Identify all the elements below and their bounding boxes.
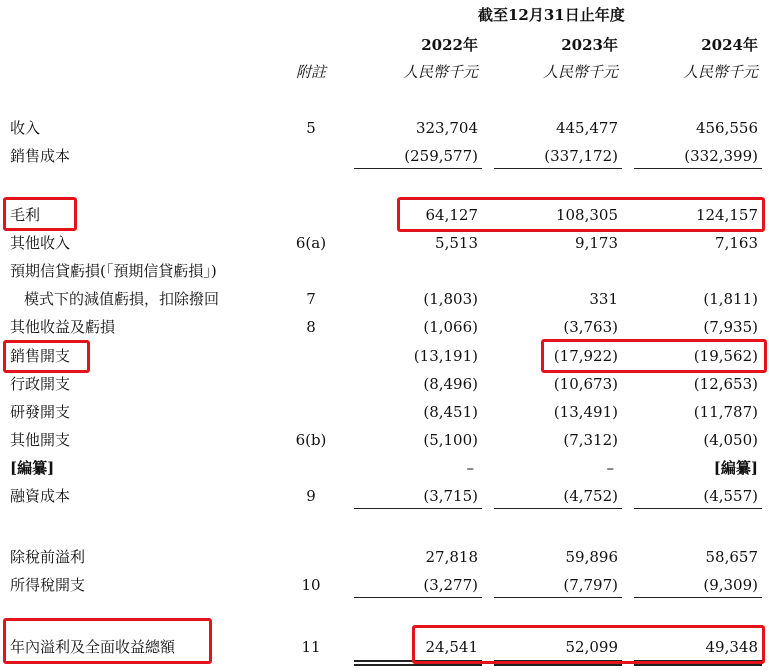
value-2023: (7,312) xyxy=(563,431,618,449)
note-column-header: 附註 xyxy=(295,63,326,81)
highlight-box-selling-label xyxy=(3,340,90,373)
row-label: 銷售開支 xyxy=(10,347,71,365)
value-2023: – xyxy=(606,459,614,477)
row-note: 5 xyxy=(306,119,316,137)
value-2024: (19,562) xyxy=(693,347,758,365)
value-2023: 59,896 xyxy=(565,548,618,566)
value-2023: 445,477 xyxy=(555,119,618,137)
value-2024: 124,157 xyxy=(695,206,758,224)
value-2022: (8,451) xyxy=(423,403,478,421)
value-2023: 108,305 xyxy=(555,206,618,224)
row-label: [編纂] xyxy=(10,459,55,477)
value-2023: (17,922) xyxy=(553,347,618,365)
value-2022: 24,541 xyxy=(425,638,478,656)
highlight-box-selling-values xyxy=(541,339,767,373)
value-2023: (10,673) xyxy=(553,375,618,393)
row-label: 其他收入 xyxy=(10,234,71,252)
value-2022: (8,496) xyxy=(423,375,478,393)
unit-2024-header: 人民幣千元 xyxy=(682,63,758,81)
row-label: 年內溢利及全面收益總額 xyxy=(10,638,176,656)
value-2024: [編纂] xyxy=(713,459,758,477)
subtotal-rule xyxy=(494,168,622,169)
value-2023: (7,797) xyxy=(563,576,618,594)
row-note: 10 xyxy=(301,576,321,594)
subtotal-rule xyxy=(634,168,762,169)
row-label: 所得稅開支 xyxy=(10,576,86,594)
value-2024: (1,811) xyxy=(703,290,758,308)
row-note: 6(a) xyxy=(295,234,327,252)
value-2024: (4,050) xyxy=(703,431,758,449)
value-2022: (3,715) xyxy=(423,487,478,505)
value-2022: (3,277) xyxy=(423,576,478,594)
value-2023: (3,763) xyxy=(563,318,618,336)
value-2023: (4,752) xyxy=(563,487,618,505)
value-2024: (332,399) xyxy=(684,147,758,165)
row-note: 9 xyxy=(306,487,316,505)
subtotal-rule xyxy=(354,508,482,509)
double-rule xyxy=(494,664,622,666)
highlight-box-total-label xyxy=(3,618,212,664)
row-note: 7 xyxy=(306,290,316,308)
period-header: 截至12月31日止年度 xyxy=(478,6,625,24)
value-2024: (7,935) xyxy=(703,318,758,336)
double-rule xyxy=(354,664,482,666)
subtotal-rule xyxy=(634,508,762,509)
row-note: 6(b) xyxy=(295,431,327,449)
value-2022: (259,577) xyxy=(404,147,478,165)
value-2022: 64,127 xyxy=(425,206,478,224)
value-2023: 331 xyxy=(589,290,618,308)
row-label: 融資成本 xyxy=(10,487,71,505)
row-label: 行政開支 xyxy=(10,375,71,393)
value-2022: – xyxy=(466,459,474,477)
value-2024: (4,557) xyxy=(703,487,758,505)
row-label: 研發開支 xyxy=(10,403,71,421)
row-note: 11 xyxy=(301,638,321,656)
value-2024: 7,163 xyxy=(715,234,758,252)
highlight-box-total-values xyxy=(412,625,765,664)
value-2022: (1,803) xyxy=(423,290,478,308)
year-2023-header: 2023年 xyxy=(561,36,618,54)
highlight-box-gross-profit-values xyxy=(397,197,765,232)
highlight-box-gross-profit-label xyxy=(3,197,77,231)
unit-2023-header: 人民幣千元 xyxy=(542,63,618,81)
row-label: 其他開支 xyxy=(10,431,71,449)
row-note: 8 xyxy=(306,318,316,336)
unit-2022-header: 人民幣千元 xyxy=(402,63,478,81)
row-label: 其他收益及虧損 xyxy=(10,318,116,336)
row-label: 預期信貸虧損(「預期信貸虧損」) xyxy=(10,262,217,280)
subtotal-rule xyxy=(354,168,482,169)
value-2024: (12,653) xyxy=(693,375,758,393)
year-2022-header: 2022年 xyxy=(421,36,478,54)
row-label: 銷售成本 xyxy=(10,147,71,165)
value-2023: (337,172) xyxy=(544,147,618,165)
year-2024-header: 2024年 xyxy=(701,36,758,54)
subtotal-rule xyxy=(354,597,482,598)
double-rule xyxy=(634,664,762,666)
subtotal-rule xyxy=(634,597,762,598)
value-2022: 5,513 xyxy=(435,234,478,252)
value-2022: 323,704 xyxy=(415,119,478,137)
row-label-continued: 模式下的減值虧損，扣除撥回 xyxy=(24,290,220,308)
value-2023: 9,173 xyxy=(575,234,618,252)
row-label: 除稅前溢利 xyxy=(10,548,86,566)
row-label: 毛利 xyxy=(10,206,41,224)
value-2022: (13,191) xyxy=(413,347,478,365)
value-2024: 58,657 xyxy=(705,548,758,566)
value-2023: 52,099 xyxy=(565,638,618,656)
value-2022: (1,066) xyxy=(423,318,478,336)
subtotal-rule xyxy=(494,508,622,509)
value-2023: (13,491) xyxy=(553,403,618,421)
value-2022: 27,818 xyxy=(425,548,478,566)
row-label: 收入 xyxy=(10,119,41,137)
value-2024: (9,309) xyxy=(703,576,758,594)
value-2022: (5,100) xyxy=(423,431,478,449)
subtotal-rule xyxy=(494,597,622,598)
value-2024: 49,348 xyxy=(705,638,758,656)
value-2024: 456,556 xyxy=(695,119,758,137)
value-2024: (11,787) xyxy=(693,403,758,421)
